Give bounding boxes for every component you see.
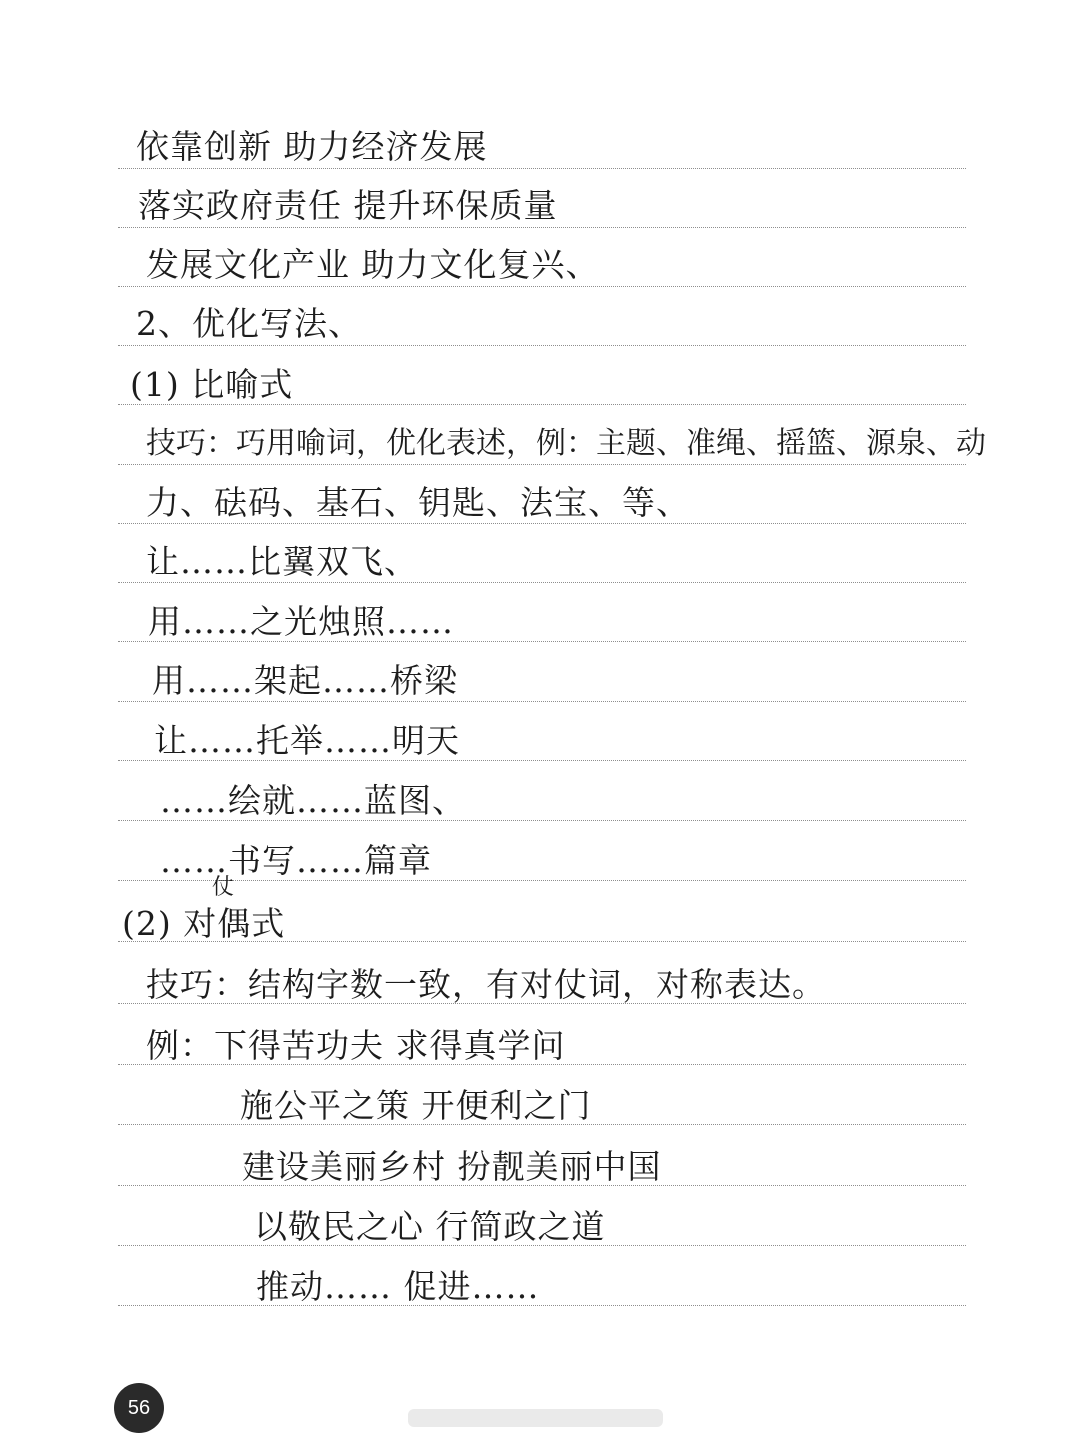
note-line: 发展文化产业 助力文化复兴、	[146, 245, 600, 284]
note-line: 推动…… 促进……	[256, 1267, 540, 1306]
section-heading: 2、优化写法、	[136, 304, 362, 343]
watermark-strip	[408, 1399, 663, 1437]
note-line: 力、砝码、基石、钥匙、法宝、等、	[146, 483, 690, 522]
ruled-line	[118, 1305, 966, 1306]
note-line: 以敬民之心 行简政之道	[254, 1207, 606, 1246]
note-line: 落实政府责任 提升环保质量	[138, 186, 558, 225]
note-line: 依靠创新 助力经济发展	[136, 127, 488, 166]
note-line: 技巧：结构字数一致，有对仗词，对称表达。	[146, 965, 826, 1004]
subsection-heading: (1) 比喻式	[130, 365, 294, 404]
subsection-heading: (2) 对偶式	[122, 904, 286, 943]
note-line: 用……之光烛照……	[148, 602, 454, 641]
correction-mark: 仗	[212, 875, 235, 900]
note-line: 施公平之策 开便利之门	[240, 1086, 592, 1125]
note-line: 让……托举……明天	[154, 721, 460, 760]
note-line: 让……比翼双飞、	[146, 542, 418, 581]
note-line: 建设美丽乡村 扮靓美丽中国	[242, 1147, 662, 1186]
note-line: 用……架起……桥梁	[152, 661, 458, 700]
page-number: 56	[114, 1383, 164, 1433]
note-line: 例：下得苦功夫 求得真学问	[146, 1026, 566, 1065]
note-line: ……绘就……蓝图、	[160, 781, 466, 820]
note-line: ……书写……篇章	[160, 841, 432, 880]
note-line: 技巧：巧用喻词，优化表述，例：主题、准绳、摇篮、源泉、动	[146, 426, 986, 461]
